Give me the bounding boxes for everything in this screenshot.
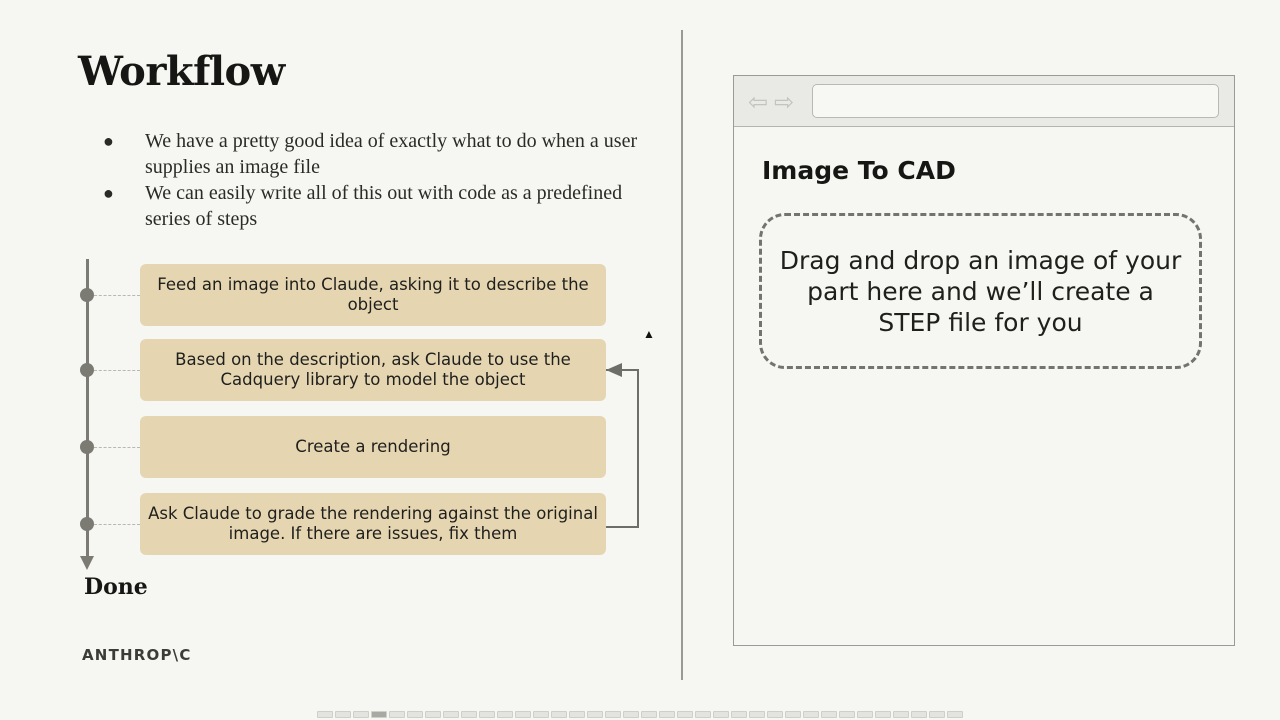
slide-thumbnail[interactable] xyxy=(353,711,369,718)
slide-title: Workflow xyxy=(78,48,285,95)
bullet-dot-icon: ● xyxy=(103,183,114,203)
bullet-text: We have a pretty good idea of exactly what to do when a user supplies an image file xyxy=(145,130,638,178)
timeline-connector xyxy=(94,295,140,296)
timeline-connector xyxy=(94,370,140,371)
mouse-cursor-icon: ▲ xyxy=(643,327,655,341)
anthropic-logo: ANTHROP\C xyxy=(82,646,192,664)
app-title: Image To CAD xyxy=(762,156,956,185)
workflow-step: Based on the description, ask Claude to use the Cadquery library to model the object xyxy=(140,339,606,401)
slide-thumbnail[interactable] xyxy=(371,711,387,718)
browser-mockup xyxy=(733,75,1235,646)
bullet-item xyxy=(100,128,660,180)
slide-thumbnail[interactable] xyxy=(551,711,567,718)
timeline-node xyxy=(80,288,94,302)
slide-thumbnail[interactable] xyxy=(893,711,909,718)
dropzone-text: Drag and drop an image of your part here and we’ll create a STEP file for you xyxy=(779,245,1182,337)
retry-loop-line xyxy=(606,369,639,528)
slide-thumbnail[interactable] xyxy=(839,711,855,718)
bullet-list xyxy=(100,128,660,232)
slide-thumbnail[interactable] xyxy=(677,711,693,718)
slide-thumbnail[interactable] xyxy=(533,711,549,718)
bullet-dot-icon: ● xyxy=(103,131,114,151)
slide-thumbnail[interactable] xyxy=(857,711,873,718)
slide-thumbnail[interactable] xyxy=(641,711,657,718)
image-dropzone[interactable] xyxy=(759,213,1202,369)
slide-thumbnail[interactable] xyxy=(749,711,765,718)
slide-thumbnail[interactable] xyxy=(875,711,891,718)
workflow-step: Create a rendering xyxy=(140,416,606,478)
slide-thumbnail-strip xyxy=(317,711,963,719)
slide-thumbnail[interactable] xyxy=(335,711,351,718)
slide-thumbnail[interactable] xyxy=(317,711,333,718)
slide-thumbnail[interactable] xyxy=(587,711,603,718)
slide-thumbnail[interactable] xyxy=(731,711,747,718)
retry-arrow-icon xyxy=(606,363,622,377)
forward-arrow-icon[interactable]: ⇨ xyxy=(774,88,795,116)
slide-thumbnail[interactable] xyxy=(821,711,837,718)
slide-thumbnail[interactable] xyxy=(695,711,711,718)
slide-thumbnail[interactable] xyxy=(929,711,945,718)
address-bar[interactable] xyxy=(812,84,1219,118)
slide-thumbnail[interactable] xyxy=(479,711,495,718)
slide-thumbnail[interactable] xyxy=(947,711,963,718)
bullet-text: We can easily write all of this out with code as a predefined series of steps xyxy=(145,182,623,230)
timeline-arrow-icon xyxy=(80,556,94,570)
slide-thumbnail[interactable] xyxy=(569,711,585,718)
timeline-line xyxy=(86,259,89,559)
slide-thumbnail[interactable] xyxy=(623,711,639,718)
done-label: Done xyxy=(84,574,148,600)
browser-toolbar xyxy=(734,76,1234,127)
timeline-connector xyxy=(94,524,140,525)
workflow-step: Feed an image into Claude, asking it to describe the object xyxy=(140,264,606,326)
slide-thumbnail[interactable] xyxy=(911,711,927,718)
column-divider xyxy=(681,30,683,680)
slide-thumbnail[interactable] xyxy=(461,711,477,718)
slide-thumbnail[interactable] xyxy=(659,711,675,718)
timeline-node xyxy=(80,363,94,377)
slide-thumbnail[interactable] xyxy=(515,711,531,718)
slide-thumbnail[interactable] xyxy=(389,711,405,718)
back-arrow-icon[interactable]: ⇦ xyxy=(748,88,769,116)
slide-thumbnail[interactable] xyxy=(767,711,783,718)
slide-thumbnail[interactable] xyxy=(443,711,459,718)
slide-thumbnail[interactable] xyxy=(713,711,729,718)
slide-thumbnail[interactable] xyxy=(407,711,423,718)
workflow-step: Ask Claude to grade the rendering against the original image. If there are issues, fix them xyxy=(140,493,606,555)
slide-thumbnail[interactable] xyxy=(803,711,819,718)
slide-thumbnail[interactable] xyxy=(425,711,441,718)
bullet-item xyxy=(100,180,660,232)
slide-thumbnail[interactable] xyxy=(785,711,801,718)
timeline-connector xyxy=(94,447,140,448)
slide-thumbnail[interactable] xyxy=(497,711,513,718)
timeline-node xyxy=(80,517,94,531)
slide-thumbnail[interactable] xyxy=(605,711,621,718)
timeline-node xyxy=(80,440,94,454)
